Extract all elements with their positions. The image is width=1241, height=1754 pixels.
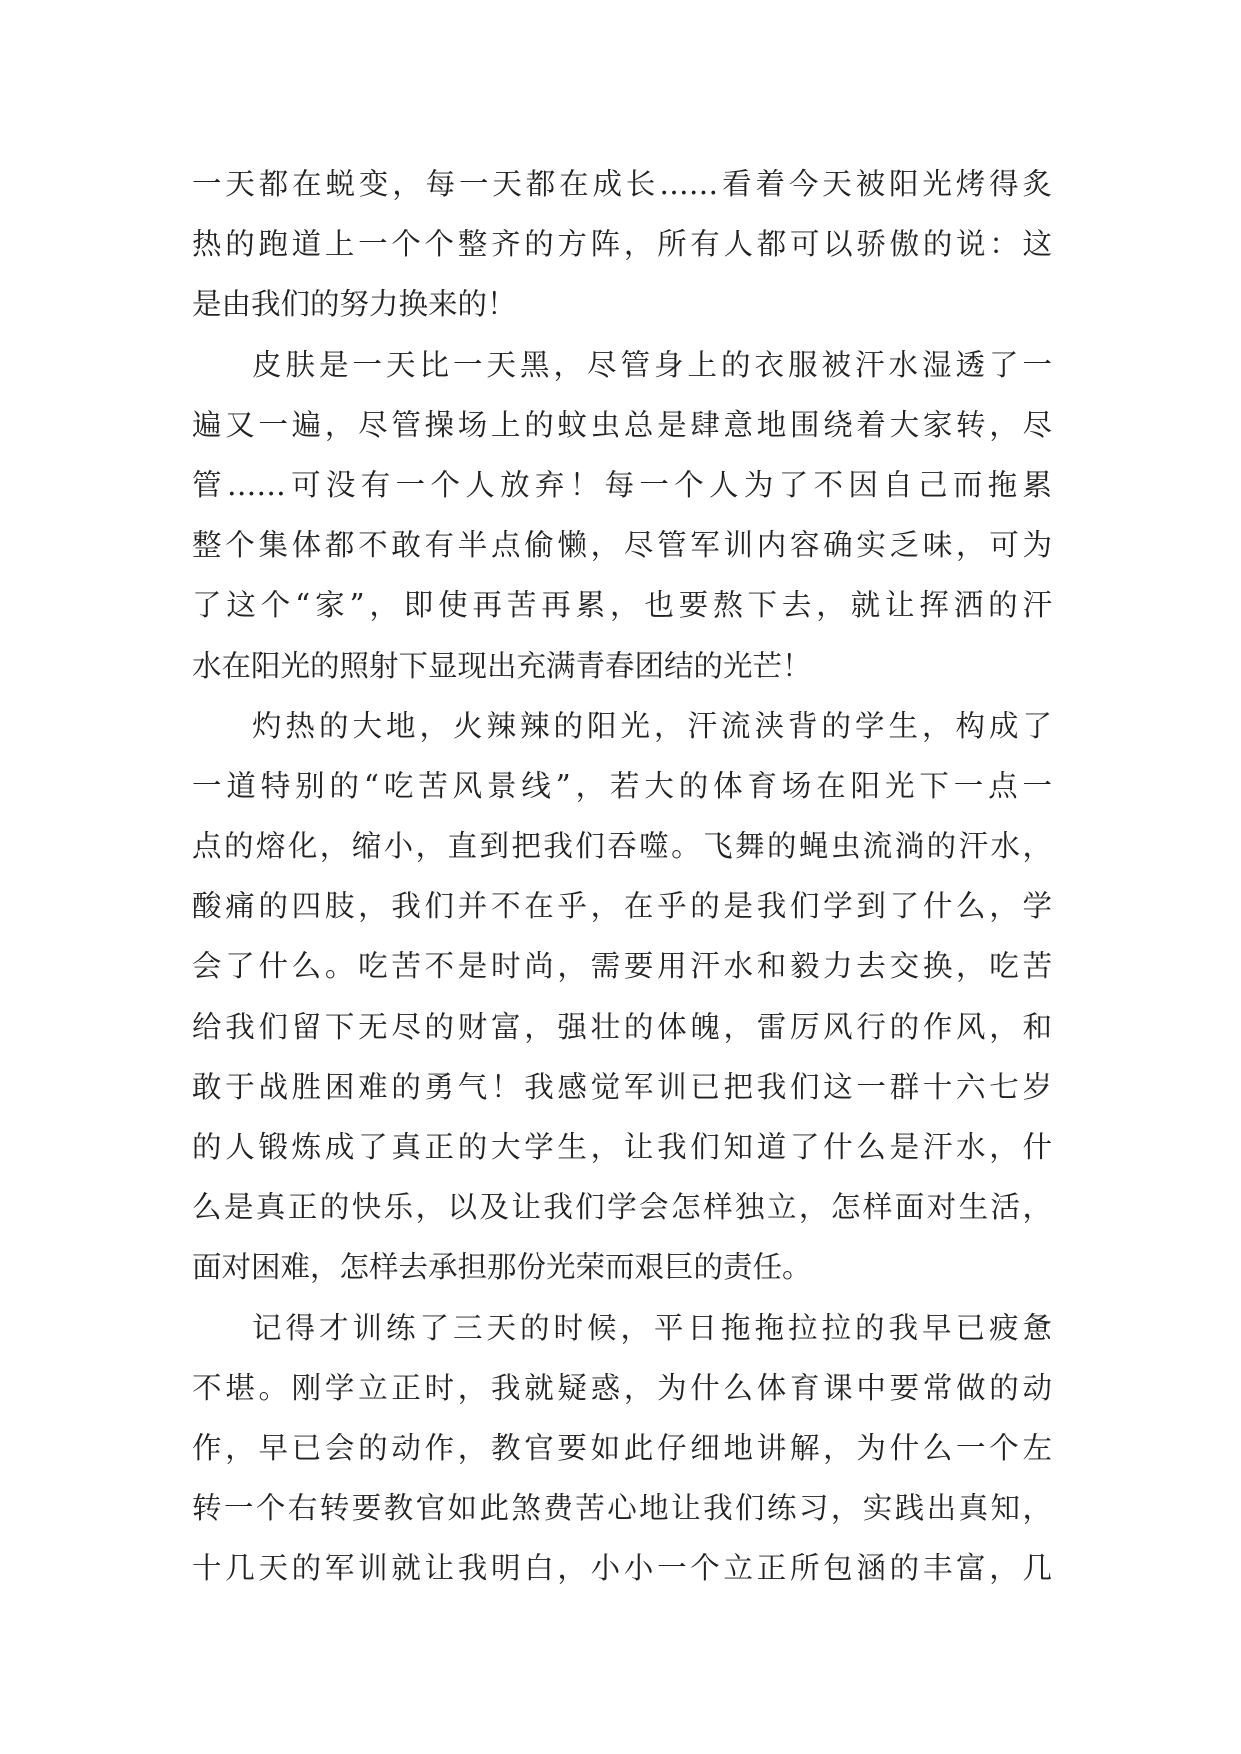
text-line: 整个集体都不敢有半点偷懒，尽管军训内容确实乏味，可为 (192, 528, 1052, 563)
text-line: 的人锻炼成了真正的大学生，让我们知道了什么是汗水，什 (192, 1130, 1052, 1164)
text-line: 面对困难，怎样去承担那份光荣而艰巨的责任。 (192, 1250, 812, 1285)
paragraph-first-line: 灼热的大地，火辣辣的阳光，汗流浃背的学生，构成了 (252, 708, 1052, 743)
text-line: 了这个“家”，即使再苦再累，也要熬下去，就让挥洒的汗 (192, 588, 1052, 623)
text-line: 点的熔化，缩小，直到把我们吞噬。飞舞的蝇虫流淌的汗水， (192, 829, 1052, 864)
text-line: 转一个右转要教官如此煞费苦心地让我们练习，实践出真知， (192, 1491, 1052, 1526)
text-line: 酸痛的四肢，我们并不在乎，在乎的是我们学到了什么，学 (192, 889, 1052, 924)
text-line: 管……可没有一个人放弃！每一个人为了不因自己而拖累 (192, 467, 1052, 502)
text-line: 是由我们的努力换来的！ (192, 287, 517, 322)
body-text (192, 154, 1052, 1599)
text-line: 不堪。刚学立正时，我就疑惑，为什么体育课中要常做的动 (192, 1370, 1052, 1405)
text-line: 一天都在蜕变，每一天都在成长……看着今天被阳光烤得炙 (192, 167, 1052, 201)
text-line: 热的跑道上一个个整齐的方阵，所有人都可以骄傲的说：这 (192, 227, 1052, 262)
text-line: 给我们留下无尽的财富，强壮的体魄，雷厉风行的作风，和 (192, 1009, 1052, 1044)
text-line: 十几天的军训就让我明白，小小一个立正所包涵的丰富，几 (192, 1551, 1052, 1586)
paragraph-first-line: 皮肤是一天比一天黑，尽管身上的衣服被汗水湿透了一 (252, 347, 1052, 382)
text-line: 作，早已会的动作，教官要如此仔细地讲解，为什么一个左 (192, 1430, 1052, 1465)
paragraph-first-line: 记得才训练了三天的时候，平日拖拖拉拉的我早已疲惫 (252, 1310, 1052, 1345)
text-line: 么是真正的快乐，以及让我们学会怎样独立，怎样面对生活， (192, 1190, 1052, 1225)
text-line: 会了什么。吃苦不是时尚，需要用汗水和毅力去交换，吃苦 (192, 949, 1052, 984)
text-line: 敢于战胜困难的勇气！我感觉军训已把我们这一群十六七岁 (192, 1069, 1052, 1104)
text-line: 一道特别的“吃苦风景线”，若大的体育场在阳光下一点一 (192, 768, 1052, 803)
text-line: 遍又一遍，尽管操场上的蚊虫总是肆意地围绕着大家转，尽 (192, 407, 1052, 442)
text-line: 水在阳光的照射下显现出充满青春团结的光芒！ (192, 648, 812, 683)
